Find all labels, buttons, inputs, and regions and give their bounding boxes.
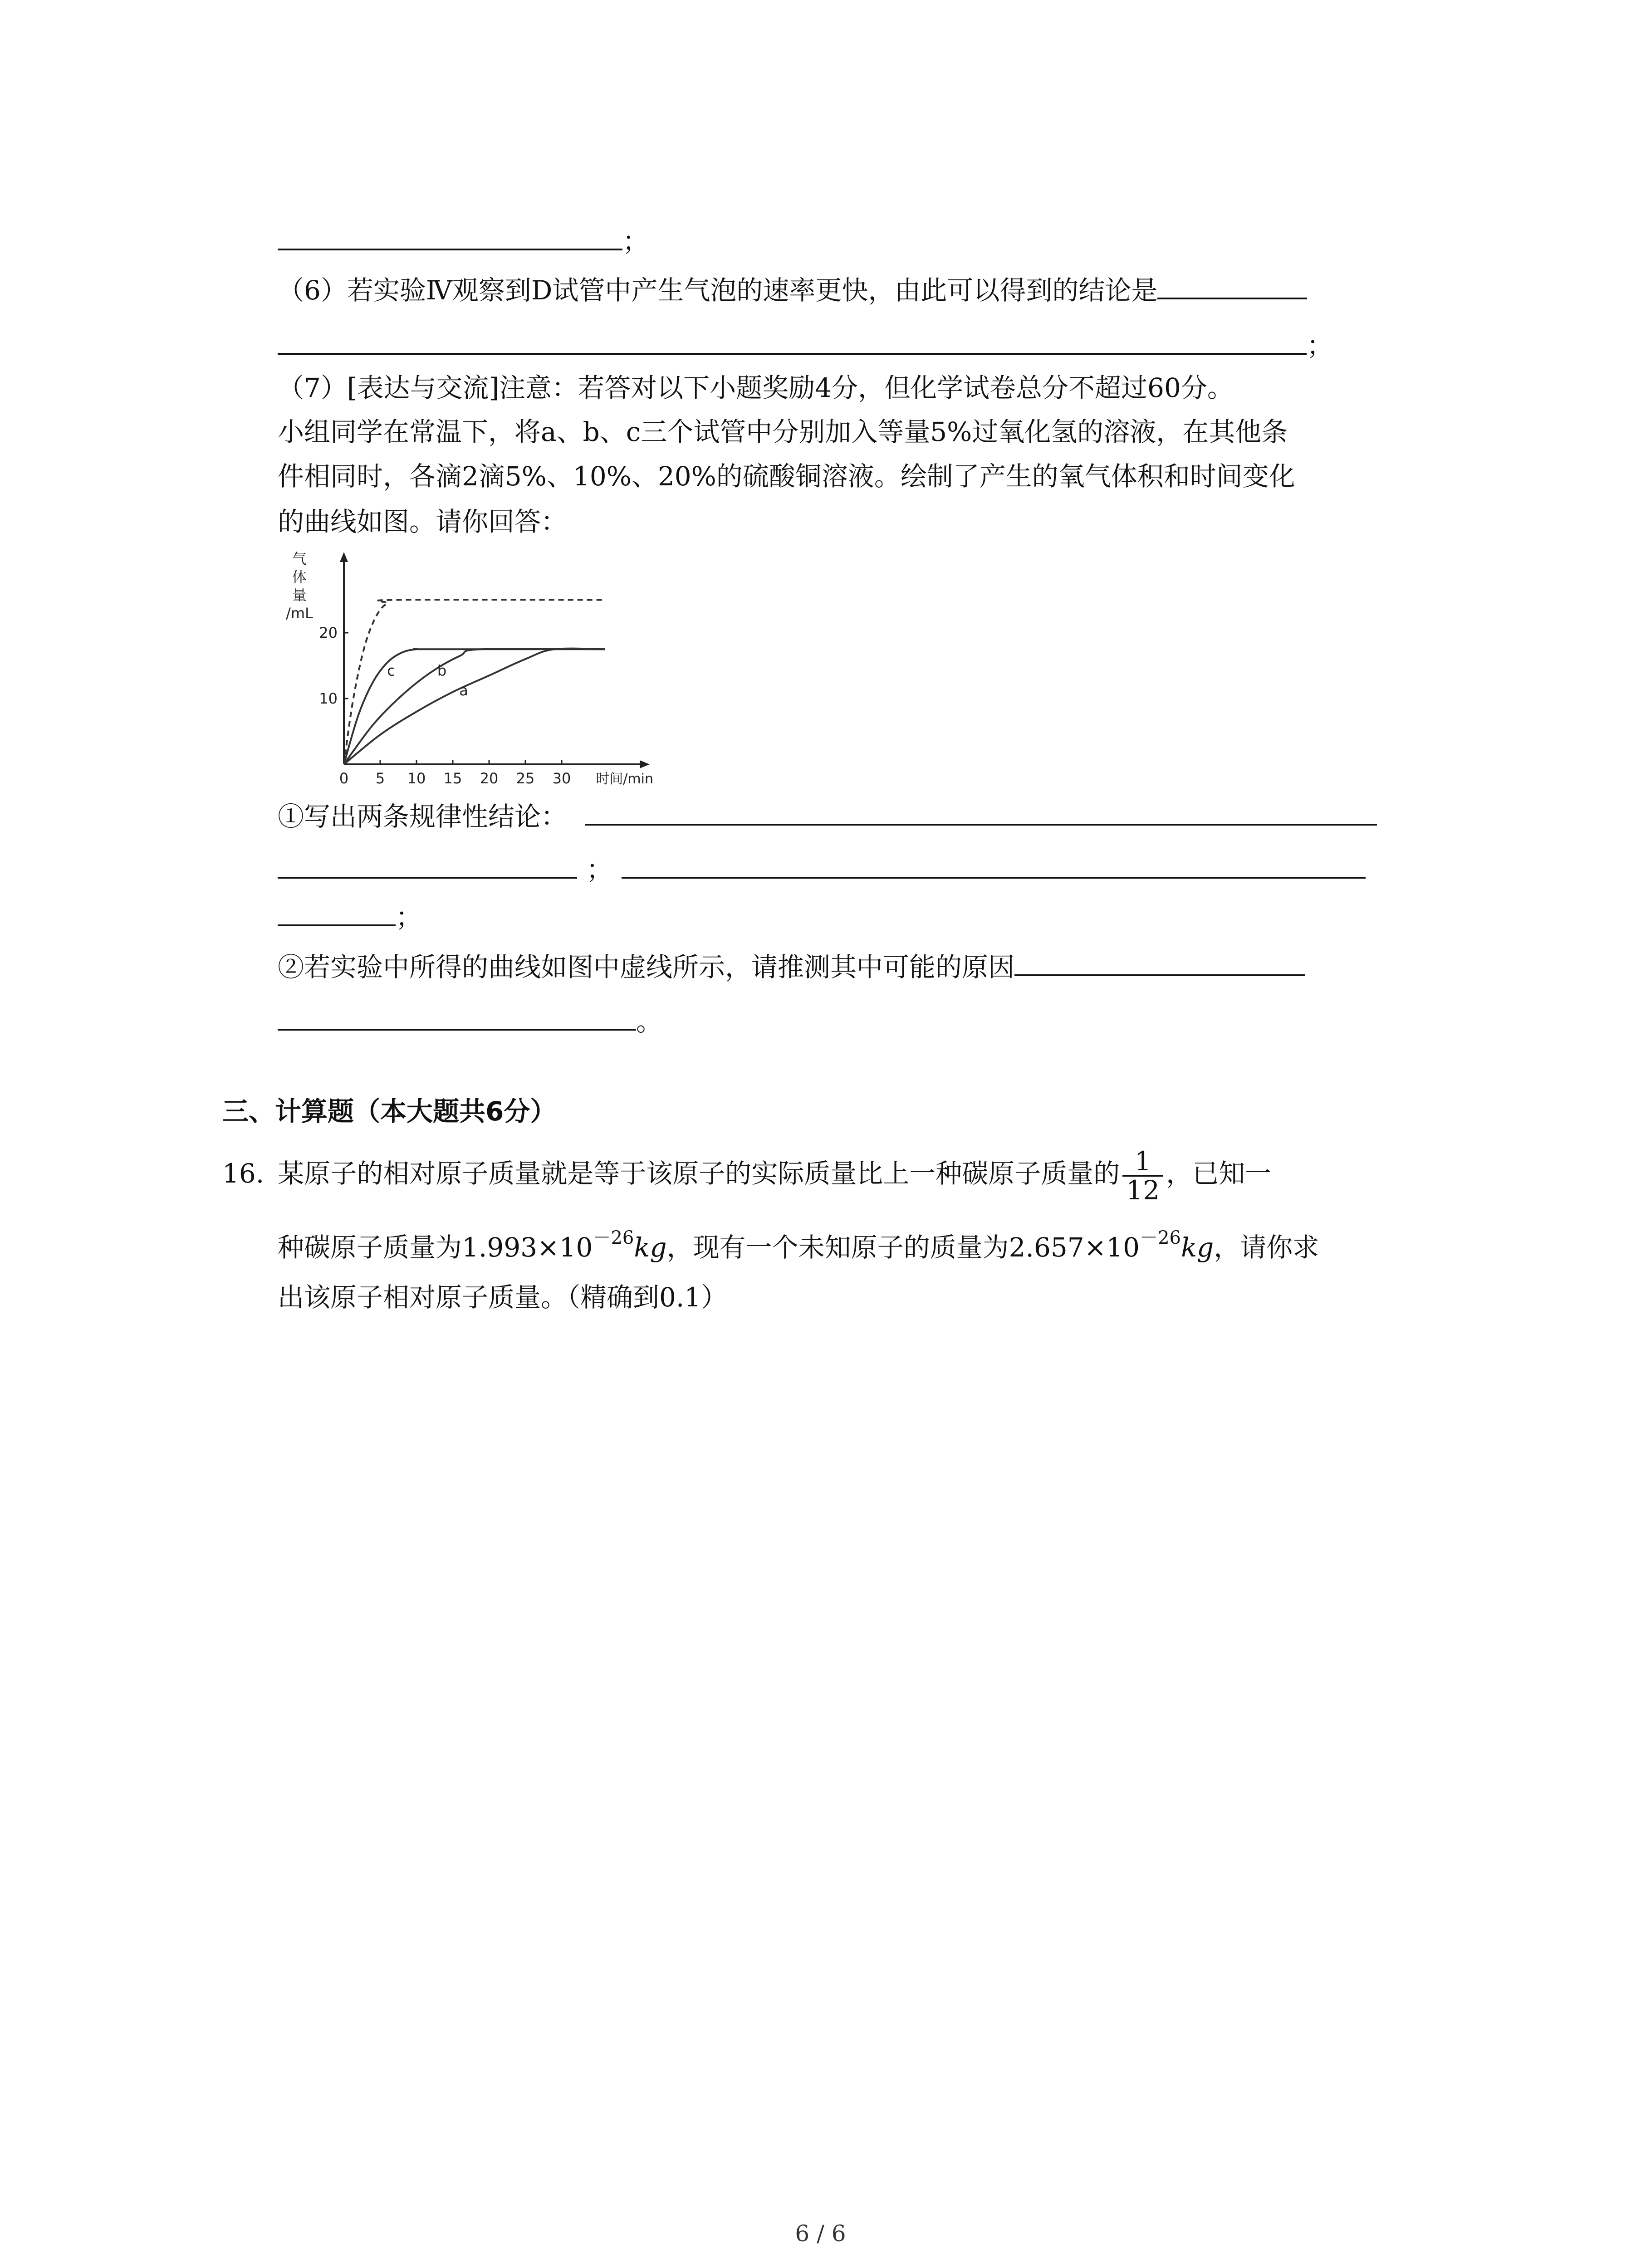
x-axis-label: 时间/min [596,771,653,787]
x-tick-label: 30 [552,770,571,787]
x-tick-label: 10 [407,770,426,787]
question-16-line-2: 种碳原子质量为$1.993\times 10^{-26}kg$，现有一个未知原子的质量为$2.657\times 10^{-26}kg$，请你求 [278,1227,1319,1263]
answer-blank[interactable] [278,222,622,250]
question-6-line-1 [278,271,1307,308]
subquestion-2-line-1 [278,948,1305,985]
x-axis-arrow [640,760,650,768]
answer-blank[interactable] [278,1002,636,1031]
answer-blank[interactable] [278,898,396,926]
question-6-text: （6）若实验Ⅳ观察到D试管中产生气泡的速率更快，由此可以得到的结论是 [278,275,1158,306]
y-axis-arrow [340,552,348,562]
curve-label-c: c [387,662,395,679]
question-6-line-2: ； [278,327,1333,364]
subquestion-1-line-3: ； [278,898,422,935]
fraction-one-twelfth: $\frac{1}{12}$ [1122,1148,1163,1204]
answer-blank[interactable] [622,850,1366,879]
question-7-paragraph-1: 小组同学在常温下，将a、b、c三个试管中分别加入等量5%过氧化氢的溶液，在其他条 [278,416,1288,447]
y-axis-label: 体 [292,568,307,586]
y-axis-label: 量 [292,587,307,604]
answer-blank[interactable] [1157,271,1307,299]
answer-blank[interactable] [585,797,1377,826]
x-tick-label: 5 [375,770,385,787]
question-16-line-1: 16. 某原子的相对原子质量就是等于该原子的实际质量比上一种碳原子质量的 $\frac{1}{12}$ ，已知一 [222,1146,1272,1206]
subquestion-1-line-1 [278,797,1377,835]
oxygen-volume-chart [281,547,671,787]
y-tick-label: 20 [319,624,338,641]
x-tick-label: 25 [516,770,535,787]
y-axis-label: /mL [286,605,313,622]
curve-label-a: a [459,681,468,699]
question-16-number: 16. [222,1158,265,1189]
answer-line-top: ； [278,222,649,259]
y-axis-label: 气 [292,550,307,567]
question-16-line-3: 出该原子相对原子质量。（精确到0.1） [278,1282,728,1313]
x-tick-label: 0 [339,770,349,787]
subquestion-1-line-2: ； [278,850,1366,888]
subquestion-2-line-2: 。 [278,1002,662,1040]
curve-label-b: b [437,662,447,679]
answer-blank[interactable] [1014,948,1305,976]
question-7-paragraph-2: 件相同时，各滴2滴5%、10%、20%的硫酸铜溶液。绘制了产生的氧气体积和时间变化 [278,461,1295,492]
subquestion-2-text: ②若实验中所得的曲线如图中虚线所示，请推测其中可能的原因 [278,952,1015,982]
x-tick-label: 20 [480,770,499,787]
y-tick-label: 10 [319,690,338,707]
question-7-intro: （7）[表达与交流]注意：若答对以下小题奖励4分，但化学试卷总分不超过60分。 [278,372,1234,403]
section-3-title: 三、计算题（本大题共6分） [222,1096,557,1127]
page-number: 6 / 6 [795,2220,846,2247]
series-line-c [344,649,605,764]
subquestion-1-text: ①写出两条规律性结论： [278,801,568,832]
question-7-paragraph-3: 的曲线如图。请你回答： [278,506,568,537]
answer-blank[interactable] [278,327,1307,355]
answer-blank[interactable] [278,850,577,879]
x-tick-label: 15 [443,770,462,787]
